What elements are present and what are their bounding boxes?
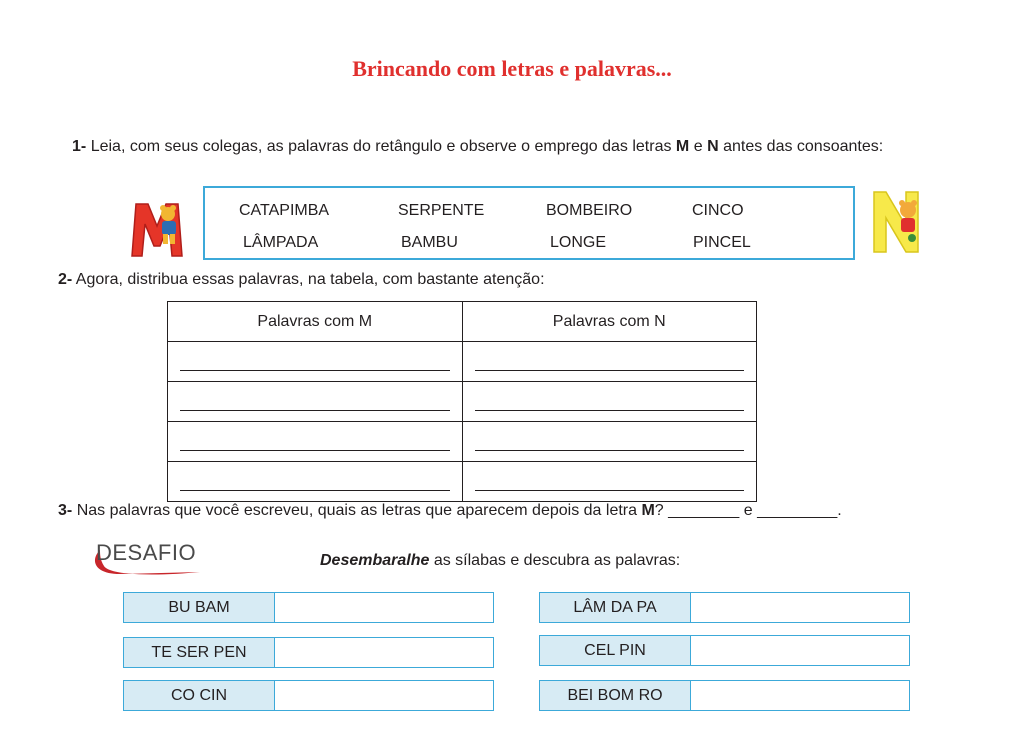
answer-cell[interactable] [168,342,463,382]
syllable-answer-field[interactable] [275,637,494,668]
word-box [203,186,855,260]
answer-line [475,450,745,451]
syllable-label: BU BAM [123,592,275,623]
question-2-number: 2- [58,271,73,288]
desafio-logo [90,540,210,576]
column-header-m: Palavras com M [168,302,463,342]
answer-cell[interactable] [462,462,757,502]
answer-line [180,450,450,451]
answer-cell[interactable] [168,422,463,462]
answer-line [180,410,450,411]
answer-cell[interactable] [462,422,757,462]
word: LONGE [550,234,607,251]
conjunction: e [743,502,753,519]
page-title: Brincando com letras e palavras... [352,56,672,81]
letter-m: M [675,138,690,155]
answer-line [475,370,745,371]
question-3 [58,502,842,520]
word: BOMBEIRO [546,202,633,219]
answer-cell[interactable] [168,382,463,422]
answer-line [475,490,745,491]
question-3-number: 3- [58,502,73,519]
letter-n: N [707,138,719,155]
question-3-text: Nas palavras que você escreveu, quais as letras que aparecem depois da letra [76,502,638,519]
instruction-emphasis: Desembaralhe [320,552,430,569]
word: CATAPIMBA [239,202,330,219]
syllable-label: BEI BOM RO [539,680,691,711]
instruction [320,552,680,570]
word: BAMBU [401,234,458,251]
syllable-row [123,637,494,668]
letter-m-bear-icon [126,196,188,260]
syllable-label: TE SER PEN [123,637,275,668]
answer-cell[interactable] [462,382,757,422]
word: SERPENTE [398,202,485,219]
syllable-row [539,680,910,711]
syllable-row [539,592,910,623]
answer-blank-2[interactable]: _________. [757,502,842,519]
answer-blank-1[interactable]: ? ________ [654,502,740,519]
answer-line [475,410,745,411]
syllable-label: CEL PIN [539,635,691,666]
answer-line [180,490,450,491]
word: PINCEL [693,234,751,251]
syllable-row [123,680,494,711]
syllable-label: LÂM DA PA [539,592,691,623]
question-2 [58,271,545,289]
syllable-label: CO CIN [123,680,275,711]
syllable-answer-field[interactable] [691,635,910,666]
instruction-text: as sílabas e descubra as palavras: [429,552,681,569]
syllable-answer-field[interactable] [275,680,494,711]
answer-line [180,370,450,371]
syllable-row [123,592,494,623]
word-table [167,301,757,502]
question-1-text-end: antes das consoantes: [723,138,884,155]
letter-n-bear-icon [868,186,926,256]
word: CINCO [692,202,744,219]
word: LÂMPADA [243,234,319,251]
syllable-answer-field[interactable] [691,592,910,623]
question-2-text: Agora, distribua essas palavras, na tabela, com bastante atenção: [75,271,545,288]
question-1-text: Leia, com seus colegas, as palavras do retângulo e observe o emprego das letras [90,138,672,155]
answer-cell[interactable] [168,462,463,502]
syllable-answer-field[interactable] [691,680,910,711]
letter-m-highlight: M [641,502,655,519]
syllable-answer-field[interactable] [275,592,494,623]
answer-cell[interactable] [462,342,757,382]
question-1 [72,131,956,162]
syllable-row [539,635,910,666]
conjunction: e [693,138,703,155]
desafio-label: DESAFIO [96,540,197,565]
question-1-number: 1- [72,138,87,155]
column-header-n: Palavras com N [462,302,757,342]
